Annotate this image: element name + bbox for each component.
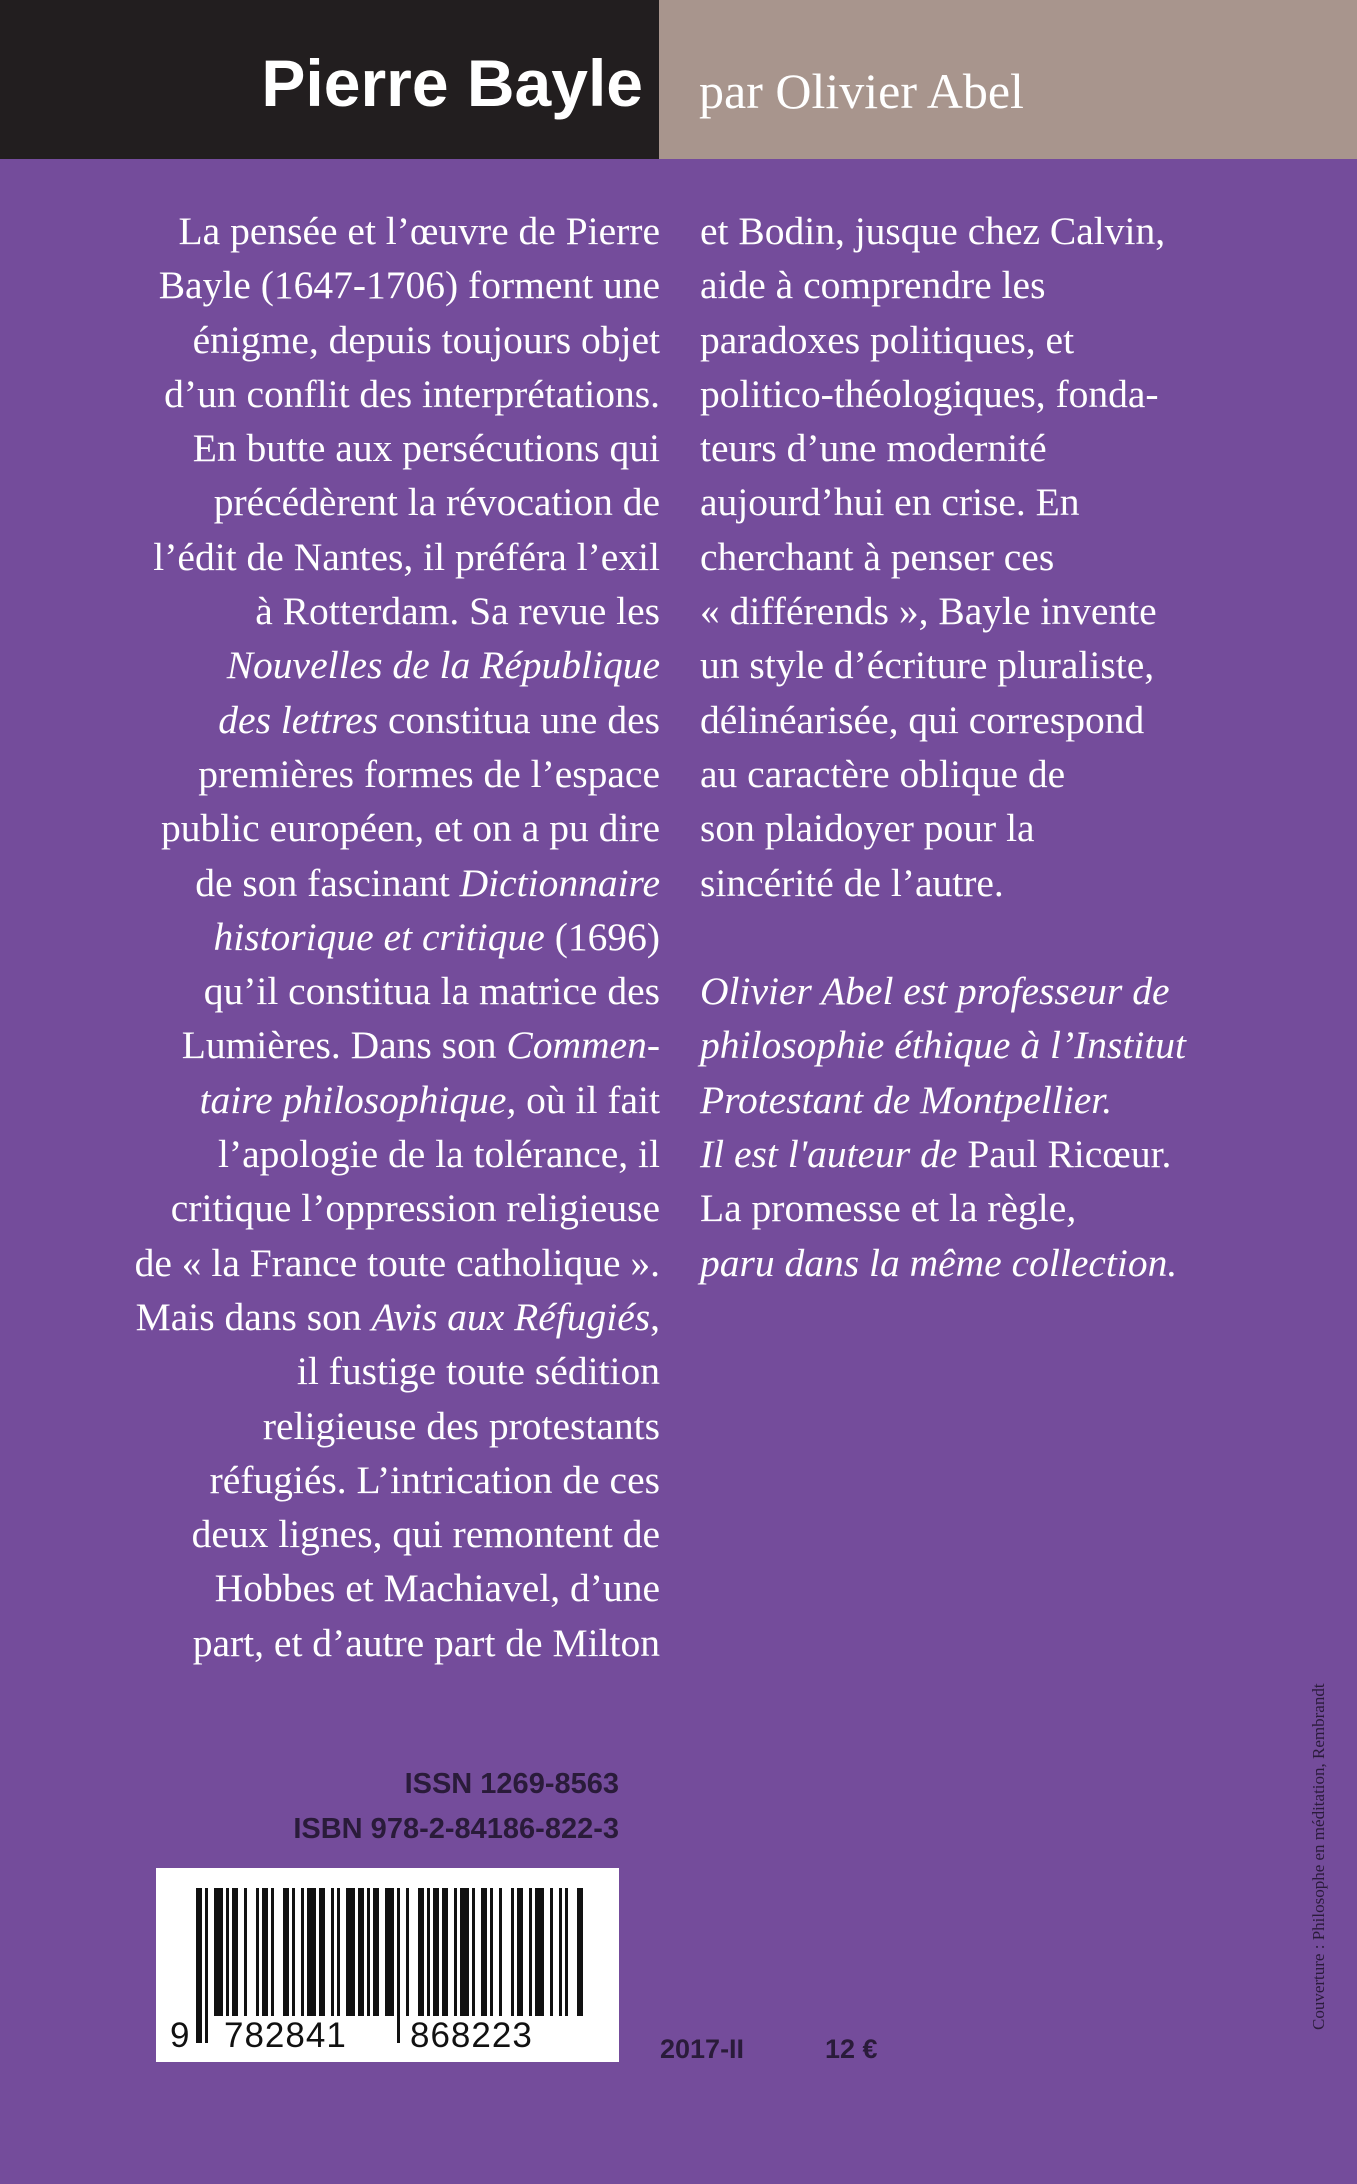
blurb-line: précédèrent la révocation de [213, 480, 660, 525]
barcode-bar [244, 1888, 247, 2016]
author-bio-line [700, 964, 1260, 1018]
barcode-bar [577, 1888, 583, 2016]
barcode-bar [418, 1888, 424, 2016]
barcode-bar [373, 1888, 379, 2016]
blurb-line: En butte aux persécutions qui [192, 426, 660, 471]
blurb-text: constitua une des [378, 697, 660, 742]
barcode-bar [232, 1888, 238, 2016]
book-title-italic: historique et critique [213, 914, 545, 959]
blurb-text: (1696) [544, 914, 660, 959]
book-title-italic: Dictionnaire [459, 860, 660, 905]
other-book-title: Paul Ricœur. [957, 1132, 1172, 1177]
barcode-digits [156, 2016, 619, 2056]
blurb-line: aujourd’hui en crise. En [700, 480, 1080, 525]
barcode-bar [472, 1888, 475, 2016]
blurb-line [100, 693, 660, 747]
blurb-line: La pensée et l’œuvre de Pierre [178, 209, 660, 253]
barcode-bar [331, 1888, 334, 2016]
isbn: ISBN 978-2-84186-822-3 [293, 1813, 619, 1845]
blurb-line: premières formes de l’espace [198, 751, 660, 796]
blurb-line: public européen, et on a pu dire [160, 806, 660, 851]
barcode-bar [301, 1888, 304, 2016]
barcode-bar [454, 1888, 457, 2016]
blurb-line: et Bodin, jusque chez Calvin, [700, 209, 1166, 253]
barcode-bar [490, 1888, 493, 2016]
blurb-line: sincérité de l’autre. [700, 860, 1004, 905]
barcode-bar [442, 1888, 448, 2016]
blurb-line: teurs d’une modernité [700, 426, 1047, 471]
blurb-text: Lumières. Dans son [181, 1023, 507, 1068]
barcode-bar [499, 1888, 502, 2016]
barcode-bar [367, 1888, 370, 2016]
barcode-bar [358, 1888, 364, 2016]
issn: ISSN 1269-8563 [404, 1768, 619, 1800]
barcode-bar [460, 1888, 469, 2016]
barcode-bar [517, 1888, 523, 2016]
barcode-bar [337, 1888, 340, 2016]
blurb-line [100, 1018, 660, 1072]
barcode-bar [550, 1888, 553, 2016]
author-bio-line [700, 1073, 1260, 1127]
blurb-line: énigme, depuis toujours objet [192, 317, 660, 362]
blurb-line: religieuse des protestants [262, 1403, 660, 1448]
blurb-line: Hobbes et Machiavel, d’une [214, 1566, 660, 1611]
barcode-bar [529, 1888, 532, 2016]
blurb-line [100, 638, 660, 692]
author-bio-line [700, 1181, 1260, 1235]
barcode-bar [481, 1888, 487, 2016]
price-label: 12 € [825, 2034, 878, 2064]
blurb-right-column [700, 204, 1260, 1290]
edition-label: 2017-II [660, 2034, 745, 2064]
barcode-bar [385, 1888, 394, 2016]
blurb-text: où il fait [516, 1077, 660, 1122]
barcode-digit-first: 9 [170, 2016, 190, 2055]
blurb-text: de son fascinant [195, 860, 460, 905]
book-title: Pierre Bayle [261, 46, 643, 120]
barcode-bar [535, 1888, 544, 2016]
other-book-title: La promesse et la règle [700, 1186, 1067, 1231]
blurb-line: de « la France toute catholique ». [134, 1240, 660, 1285]
blurb-left-column [100, 204, 660, 1670]
book-title-italic: Nouvelles de la République [226, 643, 660, 688]
blurb-line: à Rotterdam. Sa revue les [255, 589, 660, 634]
header-title-panel [0, 0, 659, 159]
barcode-bar [283, 1888, 289, 2016]
book-title-italic: Avis aux Réfugiés [371, 1294, 651, 1339]
blurb-line: cherchant à penser ces [700, 534, 1055, 579]
barcode-digits-right: 868223 [410, 2016, 533, 2055]
blurb-line: paradoxes politiques, et [700, 317, 1075, 362]
barcode-digits-left: 782841 [224, 2016, 347, 2055]
book-title-italic: des lettres [218, 697, 379, 742]
bio-text: Protestant de Montpellier. [700, 1077, 1113, 1122]
bio-text: paru dans la même collection. [700, 1240, 1178, 1285]
barcode-bar [511, 1888, 514, 2016]
blurb-line: qu’il constitua la matrice des [203, 969, 660, 1014]
cover-credit: Couverture : Philosophe en méditation, Rembrandt [1309, 1683, 1328, 2030]
blurb-line: d’un conflit des interprétations. [164, 371, 660, 416]
blurb-line: au caractère oblique de [700, 751, 1066, 796]
bio-text: philosophie éthique à l’Institut [700, 1023, 1187, 1068]
barcode-bar [262, 1888, 268, 2016]
header-author-panel [659, 0, 1357, 159]
author-bio-line [700, 1018, 1260, 1072]
barcode-bar [427, 1888, 430, 2016]
paragraph-gap [700, 910, 1260, 964]
blurb-text: , [650, 1294, 660, 1339]
blurb-line: l’édit de Nantes, il préféra l’exil [153, 534, 660, 579]
blurb-line: son plaidoyer pour la [700, 806, 1035, 851]
bio-text: , [1066, 1186, 1077, 1231]
blurb-line: part, et d’autre part de Milton [192, 1620, 660, 1665]
blurb-line: Bayle (1647-1706) forment une [158, 263, 660, 308]
barcode-bar [406, 1888, 409, 2016]
blurb-line [100, 856, 660, 910]
blurb-line: deux lignes, qui remontent de [191, 1512, 660, 1557]
blurb-line: un style d’écriture pluraliste, [700, 643, 1155, 688]
blurb-line [100, 910, 660, 964]
author-bio-line [700, 1127, 1260, 1181]
barcode-bar [256, 1888, 259, 2016]
blurb-line: réfugiés. L’intrication de ces [209, 1457, 660, 1502]
book-author: par Olivier Abel [699, 63, 1024, 119]
barcode-bar [271, 1888, 274, 2016]
book-title-italic: Commen- [506, 1023, 660, 1068]
blurb-line: aide à comprendre les [700, 263, 1046, 308]
bio-text: Il est l'auteur de [700, 1132, 958, 1177]
barcode [156, 1868, 619, 2062]
bio-text: Olivier Abel est professeur de [700, 969, 1170, 1014]
blurb-line: critique l’oppression religieuse [170, 1186, 660, 1231]
barcode-bar [319, 1888, 325, 2016]
blurb-line: l’apologie de la tolérance, il [218, 1132, 660, 1177]
blurb-line: politico-théologiques, fonda- [700, 371, 1159, 416]
barcode-bar [226, 1888, 229, 2016]
barcode-bar [346, 1888, 355, 2016]
barcode-bar [214, 1888, 223, 2016]
barcode-bar [565, 1888, 568, 2016]
author-bio-line [700, 1236, 1260, 1290]
blurb-line [100, 1073, 660, 1127]
barcode-bar [307, 1888, 316, 2016]
blurb-line: il fustige toute sédition [296, 1349, 660, 1394]
barcode-bar [433, 1888, 439, 2016]
blurb-line: « différends », Bayle invente [700, 589, 1157, 634]
book-title-italic: taire philosophique, [199, 1077, 517, 1122]
barcode-bar [292, 1888, 295, 2016]
blurb-line [100, 1290, 660, 1344]
blurb-line: délinéarisée, qui correspond [700, 697, 1145, 742]
barcode-bar [559, 1888, 562, 2016]
blurb-text: Mais dans son [135, 1294, 372, 1339]
